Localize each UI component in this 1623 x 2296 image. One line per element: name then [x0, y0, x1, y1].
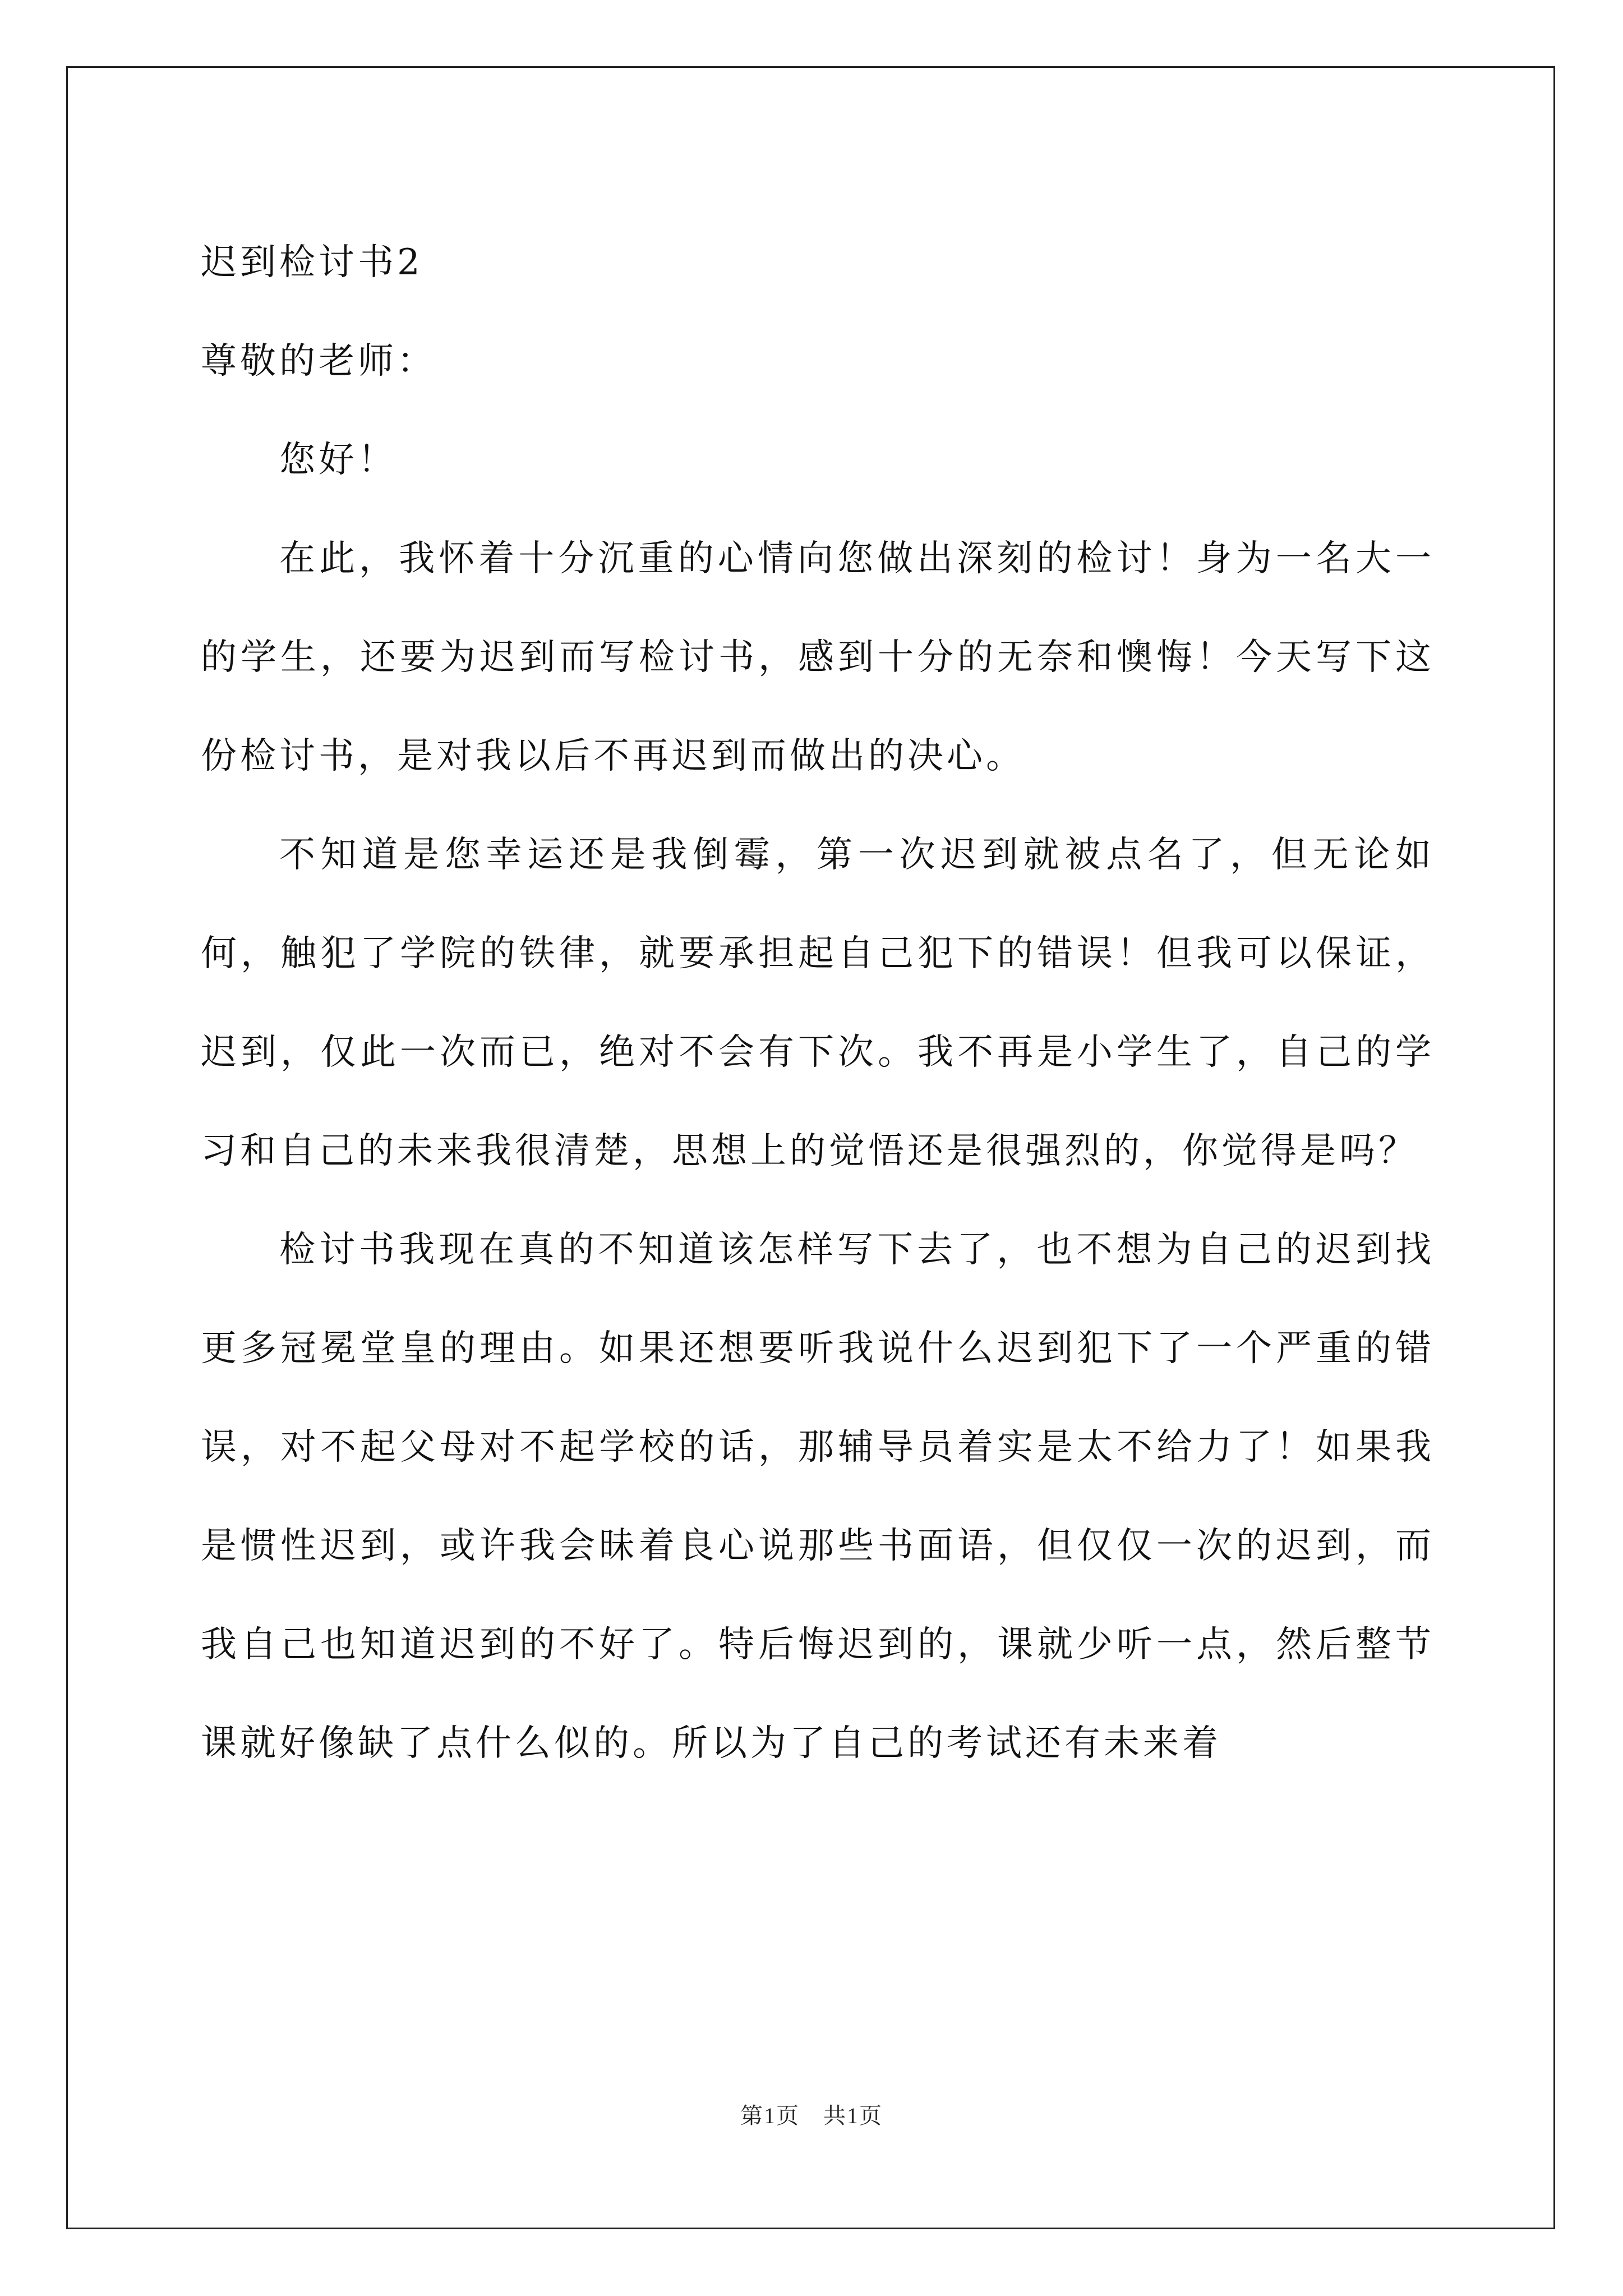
salutation: 尊敬的老师：: [201, 341, 436, 382]
paragraph-2: 不知道是您幸运还是我倒霉，第一次迟到就被点名了，但无论如何，触犯了学院的铁律，就要承担起自己犯下的错误！但我可以保证，迟到，仅此一次而已，绝对不会有下次。我不再是小学生了，自己的学习和自己的未来我很清楚，思想上的觉悟还是很强烈的，你觉得是吗？: [201, 834, 1435, 1172]
document-body: [201, 213, 1435, 1793]
paragraph-3: 检讨书我现在真的不知道该怎样写下去了，也不想为自己的迟到找更多冠冕堂皇的理由。如果还想要听我说什么迟到犯下了一个严重的错误，对不起父母对不起学校的话，那辅导员着实是太不给力了！如果我是惯性迟到，或许我会昧着良心说那些书面语，但仅仅一次的迟到，而我自己也知道迟到的不好了。特后悔迟到的，课就少听一点，然后整节课就好像缺了点什么似的。所以为了自己的考试还有未来着: [201, 1229, 1435, 1764]
document-title: 迟到检讨书2: [201, 242, 423, 283]
paragraph-1: 在此，我怀着十分沉重的心情向您做出深刻的检讨！身为一名大一的学生，还要为迟到而写检讨书，感到十分的无奈和懊悔！今天写下这份检讨书，是对我以后不再迟到而做出的决心。: [201, 538, 1435, 777]
page-number-footer: 第1页 共1页: [740, 2103, 883, 2128]
greeting: 您好！: [279, 439, 397, 481]
